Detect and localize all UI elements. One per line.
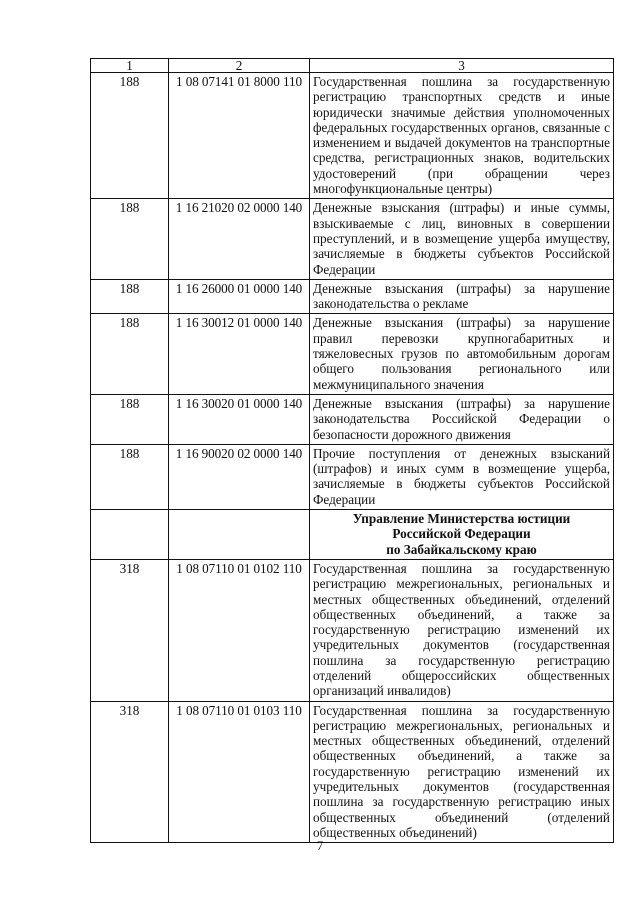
description-cell: Денежные взыскания (штрафы) за нарушение законодательства о рекламе	[310, 279, 614, 314]
table-row	[91, 199, 614, 279]
budget-code-cell: 1 16 21020 02 0000 140	[169, 199, 310, 279]
header-col-2: 2	[169, 59, 310, 73]
table-row	[91, 701, 614, 843]
document-page	[90, 58, 613, 843]
admin-code-cell: 188	[91, 444, 169, 509]
admin-code-cell: 318	[91, 701, 169, 843]
description-cell: Денежные взыскания (штрафы) за нарушение правил перевозки крупногабаритных и тяжеловесных грузов по автомобильным дорогам общего пользования регионального или межмуниципального значения	[310, 314, 614, 394]
budget-code-cell: 1 08 07110 01 0102 110	[169, 559, 310, 701]
table-row	[91, 559, 614, 701]
description-cell: Государственная пошлина за государственную регистрацию межрегиональных, региональных и местных общественных объединений, отделений общественных объединений, а также за государственную регистрацию изменений их учредительных документов (государственная пошлина за государственную регистрацию отделений общероссийских общественных организаций инвалидов)	[310, 559, 614, 701]
section-title-line-2: Российской Федерации	[392, 526, 531, 542]
budget-code-cell: 1 16 30020 01 0000 140	[169, 394, 310, 444]
budget-code-cell: 1 16 90020 02 0000 140	[169, 444, 310, 509]
admin-code-cell: 188	[91, 394, 169, 444]
table-row	[91, 279, 614, 314]
admin-code-cell: 188	[91, 73, 169, 199]
table-row	[91, 73, 614, 199]
table-row	[91, 444, 614, 509]
header-col-3: 3	[310, 59, 614, 73]
budget-code-cell: 1 16 26000 01 0000 140	[169, 279, 310, 314]
budget-code-cell: 1 16 30012 01 0000 140	[169, 314, 310, 394]
admin-code-cell: 188	[91, 199, 169, 279]
section-title	[310, 510, 614, 560]
header-col-1: 1	[91, 59, 169, 73]
revenue-codes-table	[90, 58, 614, 843]
empty-cell	[91, 510, 169, 560]
admin-code-cell: 318	[91, 559, 169, 701]
description-cell: Денежные взыскания (штрафы) за нарушение законодательства Российской Федерации о безопасности дорожного движения	[310, 394, 614, 444]
table-header-row	[91, 59, 614, 73]
table-row	[91, 314, 614, 394]
budget-code-cell: 1 08 07141 01 8000 110	[169, 73, 310, 199]
description-cell: Государственная пошлина за государственную регистрацию межрегиональных, региональных и местных общественных объединений, отделений общественных объединений, а также за государственную регистрацию изменений их учредительных документов (государственная пошлина за государственную регистрацию иных общественных объединений (отделений общественных объединений)	[310, 701, 614, 843]
section-title-line-3: по Забайкальскому краю	[386, 541, 537, 557]
description-cell: Государственная пошлина за государственную регистрацию транспортных средств и иные юридически значимые действия уполномоченных федеральных государственных органов, связанные с изменением и выдачей документов на транспортные средства, регистрационных знаков, водительских удостоверений (при обращении через многофункциональные центры)	[310, 73, 614, 199]
section-title-line-1: Управление Министерства юстиции	[352, 511, 571, 527]
page-number: 7	[316, 838, 324, 853]
description-cell: Прочие поступления от денежных взысканий (штрафов) и иных сумм в возмещение ущерба, зачисляемые в бюджеты субъектов Российской Федерации	[310, 444, 614, 509]
empty-cell	[169, 510, 310, 560]
section-header-row	[91, 510, 614, 560]
table-row	[91, 394, 614, 444]
budget-code-cell: 1 08 07110 01 0103 110	[169, 701, 310, 843]
admin-code-cell: 188	[91, 314, 169, 394]
admin-code-cell: 188	[91, 279, 169, 314]
description-cell: Денежные взыскания (штрафы) и иные суммы, взыскиваемые с лиц, виновных в совершении преступлений, и в возмещение ущерба имуществу, зачисляемые в бюджеты субъектов Российской Федерации	[310, 199, 614, 279]
